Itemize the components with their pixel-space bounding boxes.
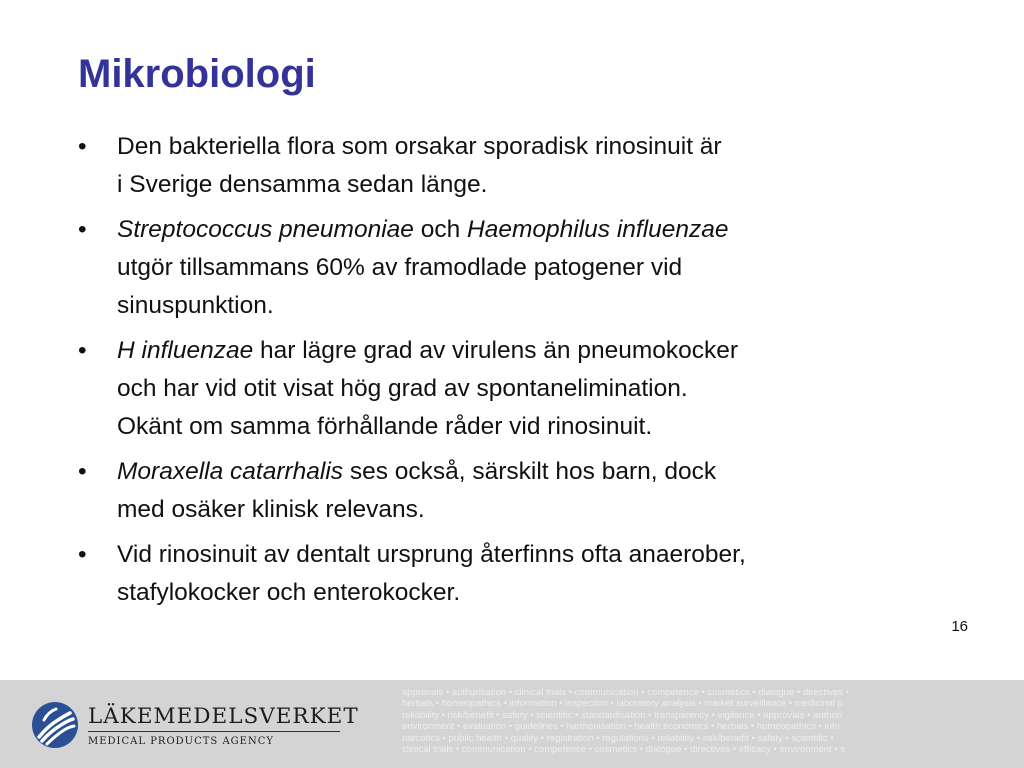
watermark-line: approvals • authorisation • clinical trials • communication • competence • cosmetics • dialogue • directives •	[402, 687, 849, 698]
species-name: Streptococcus pneumoniae	[117, 216, 414, 243]
page-number: 16	[951, 618, 968, 635]
species-name: Haemophilus influenzae	[467, 216, 729, 243]
bullet-text-line	[117, 453, 958, 491]
bullet-item	[78, 211, 958, 325]
bullet-item	[78, 453, 958, 529]
bullet-marker: •	[78, 541, 87, 568]
keyword-watermark	[402, 687, 1024, 755]
bullet-text: och	[413, 216, 468, 243]
bullet-list	[78, 128, 958, 619]
bullet-text-line: utgör tillsammans 60% av framodlade patogener vid	[117, 254, 683, 281]
bullet-marker: •	[78, 133, 87, 160]
bullet-text-line: Den bakteriella flora som orsakar sporadisk rinosinuit är	[117, 133, 722, 160]
bullet-text-line: Vid rinosinuit av dentalt ursprung återfinns ofta anaerober,	[117, 541, 746, 568]
species-name: H influenzae	[117, 337, 254, 364]
bullet-text-line	[117, 211, 958, 249]
bullet-item	[78, 536, 958, 612]
bullet-text: har lägre grad av virulens än pneumokocker	[253, 337, 739, 364]
watermark-line: narcotics • public health • quality • registration • regulations • reliability • risk/benefit • safety • scientific •	[402, 732, 834, 744]
logo-divider	[88, 731, 340, 732]
bullet-item	[78, 332, 958, 446]
bullet-marker: •	[78, 216, 87, 243]
bullet-text-line: sinuspunktion.	[117, 292, 274, 319]
bullet-text-line: stafylokocker och enterokocker.	[117, 579, 461, 606]
agency-name: LÄKEMEDELSVERKET	[88, 704, 359, 729]
watermark-line: herbals • homeopathics • information • inspection • laboratory analysis • market surveillance • medicinal p	[402, 698, 843, 710]
watermark-line: clinical trials • communication • competence • cosmetics • dialogue • directives • efficacy • environment • e	[402, 744, 846, 756]
slide-title: Mikrobiologi	[78, 52, 316, 96]
bullet-text-line	[117, 332, 958, 370]
bullet-text-line: Okänt om samma förhållande råder vid rinosinuit.	[117, 413, 653, 440]
bullet-text-line: med osäker klinisk relevans.	[117, 496, 425, 523]
bullet-text: ses också, särskilt hos barn, dock	[343, 458, 717, 485]
bullet-marker: •	[78, 458, 87, 485]
bullet-text-line: i Sverige densamma sedan länge.	[117, 171, 488, 198]
agency-logo-icon	[30, 700, 80, 750]
bullet-text-line: och har vid otit visat hög grad av spontanelimination.	[117, 375, 688, 402]
watermark-line: environment • evaluation • guidelines • harmonisation • health economics • herbals • homeopathics • info	[402, 721, 840, 733]
species-name: Moraxella catarrhalis	[117, 458, 344, 485]
footer-bar	[0, 680, 1024, 768]
bullet-item	[78, 128, 958, 204]
watermark-line: reliability • risk/benefit • safety • scientific • standardisation • transparency • vigilance • approvals • authori	[402, 709, 843, 721]
agency-subtitle: MEDICAL PRODUCTS AGENCY	[88, 736, 274, 747]
bullet-marker: •	[78, 337, 87, 364]
